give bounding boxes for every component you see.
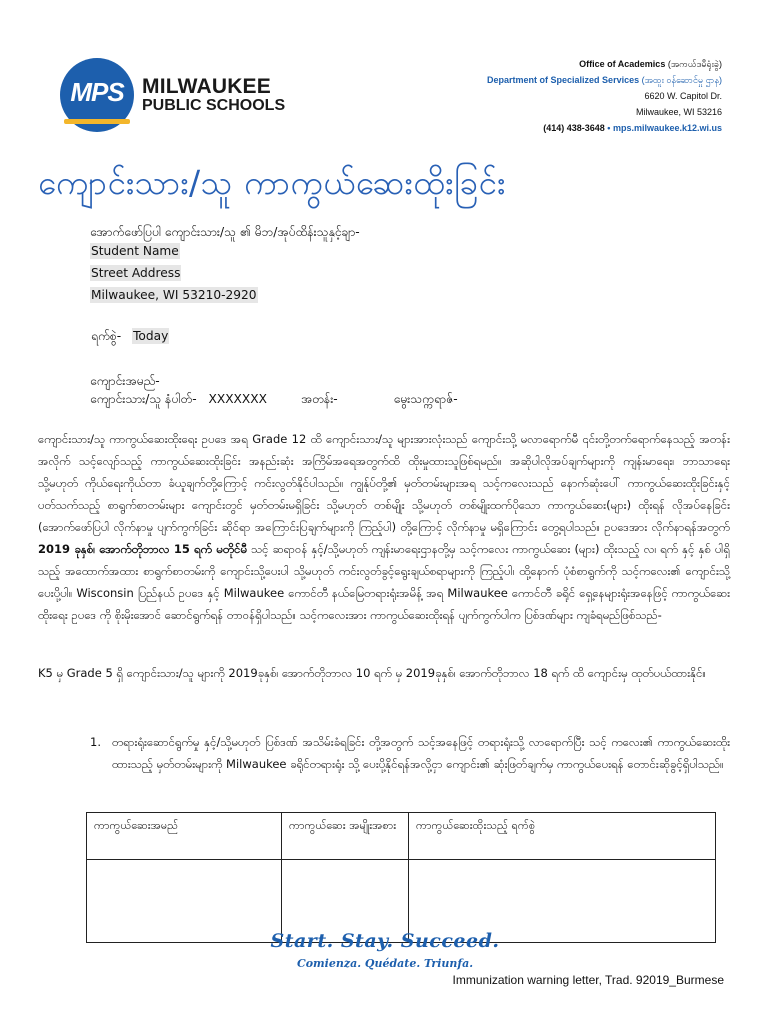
logo-line2: PUBLIC SCHOOLS: [142, 96, 286, 114]
list-item: [90, 731, 730, 775]
office-address-block: [487, 56, 722, 136]
slogan: Start. Stay. Succeed.: [270, 930, 500, 952]
list-item-number: 1.: [90, 735, 101, 749]
student-info-line: [90, 388, 730, 410]
dob-label: မွေးသက္ကရာဇ်-: [393, 392, 458, 406]
date-line: [90, 325, 169, 347]
deadline-text: 2019 ခုနှစ်၊ အောက်တိုဘာလ 15 ရက် မတိုင်မီ: [38, 542, 248, 556]
city-state-zip: Milwaukee, WI 53216: [635, 107, 722, 117]
student-number-value: XXXXXXX: [208, 392, 267, 406]
immunization-table: [86, 812, 716, 943]
logo-wordmark: [142, 76, 285, 115]
header-vaccination-date: ကာကွယ်ဆေးထိုးသည့် ရက်စွဲ: [409, 813, 716, 860]
list-item-text: တရားရုံးဆောင်ရွက်မှု နှင့်/သို့မဟုတ် ပြစ်ဒဏ် အသိမ်းခံရခြင်း တို့အတွက် သင့်အနေဖြင့် တရားရုံးသို့ လာရောက်ပြီး သင့် ကလေး၏ ကာကွယ်ဆေးထိုးထားသည့် မှတ်တမ်းများကို Milwaukee ခရိုင်တရားရုံး သို့ ပေးပို့နိုင်ရန်အလို့ငှာ ကျောင်း၏ ဆုံးဖြတ်ချက်မှ ကာကွယ်ပေးရန် တောင်းဆိုခွင့်ရှိပါသည်။: [112, 735, 730, 771]
office-name: Office of Academics (အကယ်ဒမီရုံးခွဲ): [579, 59, 722, 69]
slogan-spanish: Comienza. Quédate. Triunfa.: [296, 957, 474, 970]
student-name-field[interactable]: Student Name: [91, 244, 179, 258]
table-header-row: [87, 813, 716, 860]
street-address: 6620 W. Capitol Dr.: [644, 91, 722, 101]
street-address-field[interactable]: Street Address: [91, 266, 181, 280]
office-website-link[interactable]: mps.milwaukee.k12.wi.us: [612, 123, 722, 133]
header-vaccine-type: ကာကွယ်ဆေး အမျိုးအစား: [282, 813, 409, 860]
contact-line: (414) 438-3648 • mps.milwaukee.k12.wi.us: [543, 123, 722, 133]
school-name-line: ကျောင်းအမည်-: [90, 374, 160, 388]
office-phone: (414) 438-3648: [543, 123, 605, 133]
city-field[interactable]: Milwaukee, WI 53210-2920: [91, 288, 257, 302]
footer-document-id: Immunization warning letter, Trad. 92019_Burmese: [452, 973, 724, 987]
body-paragraph: ကျောင်းသား/သူ ကာကွယ်ဆေးထိုးရေး ဥပဒေ အရ Grade 12 ထိ ကျောင်းသား/သူ များအားလုံးသည် ကျောင်းသို့ မလာရောက်မီ ၎င်းတို့တက်ရောက်နေသည့် အတန်းအလိုက် သင့်လျော်သည့် ကာကွယ်ဆေးထိုးခြင်း အနည်းဆုံး အကြိမ်အရေအတွက်ထိ ထိုးမှုထားသူဖြစ်ရမည်။ အဆိုပါလိုအပ်ချက်များကို ကျန်းမာရေး၊ ဘာသာရေး သို့မဟုတ် ကိုယ်ရေးကိုယ်တာ ခံယူချက်တို့ကြောင့် ကင်းလွတ်နိုင်ပါသည်။ ကျွန်ုပ်တို့၏ မှတ်တမ်းများအရ သင့်ကလေးသည် နောက်ဆုံးပေါ် ကာကွယ်ဆေးထိုးခြင်းနှင့်ပတ်သက်သည့် စာရွက်စာတမ်းများ ကျောင်းတွင် မှတ်တမ်းမရှိခြင်း သို့မဟုတ် တစ်မျိုး သို့မဟုတ် တစ်မျိုးထက်ပိုသော ကာကွယ်ဆေး(များ) ထိုးရန် လိုအပ်နေခြင်း (အောက်ဖော်ပြပါ လိုက်နာမှု ပျက်ကွက်ခြင်း ဆိုင်ရာ အကြောင်းပြချက်များကို ကြည့်ပါ) တို့ကြောင့် လိုက်နာမှု မရှိကြောင်း တွေ့ရပါသည်။ ဥပဒေအား လိုက်နာရန်အတွက် 2019 ခုနှစ်၊ အောက်တိုဘာလ 15 ရက် မတိုင်မီ သင့် ဆရာဝန် နှင့်/သို့မဟုတ် ကျန်းမာရေးဌာနတို့မှ သင့်ကလေး ကာကွယ်ဆေး (များ) ထိုးသည့် လ၊ ရက် နှင့် နှစ် ပါရှိသည့် အထောက်အထား စာရွက်စာတမ်းကို ကျောင်းသို့ပေးပါ သို့မဟုတ် ကင်းလွတ်ခွင့်ရွေးချယ်စရာများကို ကြည့်ပါ၊ ထို့နောက် ပုံစံစာရွက်ကို သင့်ကလေး၏ ကျောင်းသို့ ပေးပို့ပါ။ Wisconsin ပြည်နယ် ဥပဒေ နှင့် Milwaukee ကောင်တီ နယ်မြေတရားရုံးအမိန့် အရ Milwaukee ကောင်တီ ခရိုင် ရှေ့နေများရုံးအနေဖြင့် ကာကွယ်ဆေးထိုးရေး ဥပဒေ ကို စိုးမိုးအောင် ဆောင်ရွက်ရန် တာဝန်ရှိပါသည်။ သင့်ကလေးအား ကာကွယ်ဆေးထိုးရန် ပျက်ကွက်ပါက ပြစ်ဒဏ်များ ကျခံရမည်ဖြစ်သည်-: [38, 432, 731, 622]
date-label: ရက်စွဲ-: [91, 329, 122, 343]
logo-line1: MILWAUKEE: [142, 74, 271, 98]
header-vaccine-name: ကာကွယ်ဆေးအမည်: [87, 813, 282, 860]
salutation: အောက်ဖော်ပြပါ ကျောင်းသား/သူ ၏ မိဘ/အုပ်ထိန်းသူနှင့်ချာ-: [90, 225, 360, 239]
student-number-label: ကျောင်းသား/သူ နံပါတ်-: [90, 392, 197, 406]
office-name-burmese: (အကယ်ဒမီရုံးခွဲ): [667, 59, 722, 69]
logo-mark-text: MPS: [70, 76, 124, 107]
date-field[interactable]: Today: [133, 329, 169, 343]
department-name-burmese: (အထူး ဝန်ဆောင်မှု ဌာန): [641, 75, 722, 85]
mps-logo: [60, 58, 285, 132]
grade-label: အတန်း-: [300, 392, 338, 406]
mps-logo-mark: [60, 58, 134, 132]
page-title: ကျောင်းသား/သူ ကာကွယ်ဆေးထိုးခြင်း: [38, 163, 506, 202]
student-address: [90, 240, 258, 306]
department-name: Department of Specialized Services (အထူး ဝန်ဆောင်မှု ဌာန): [487, 75, 722, 85]
penalty-paragraph: K5 မှ Grade 5 ရှိ ကျောင်းသား/သူ များကို 2019ခုနှစ်၊ အောက်တိုဘာလ 10 ရက် မှ 2019ခုနှစ်၊ အောက်တိုဘာလ 18 ရက် ထိ ကျောင်းမှ ထုတ်ပယ်ထားနိုင်။: [38, 666, 706, 680]
